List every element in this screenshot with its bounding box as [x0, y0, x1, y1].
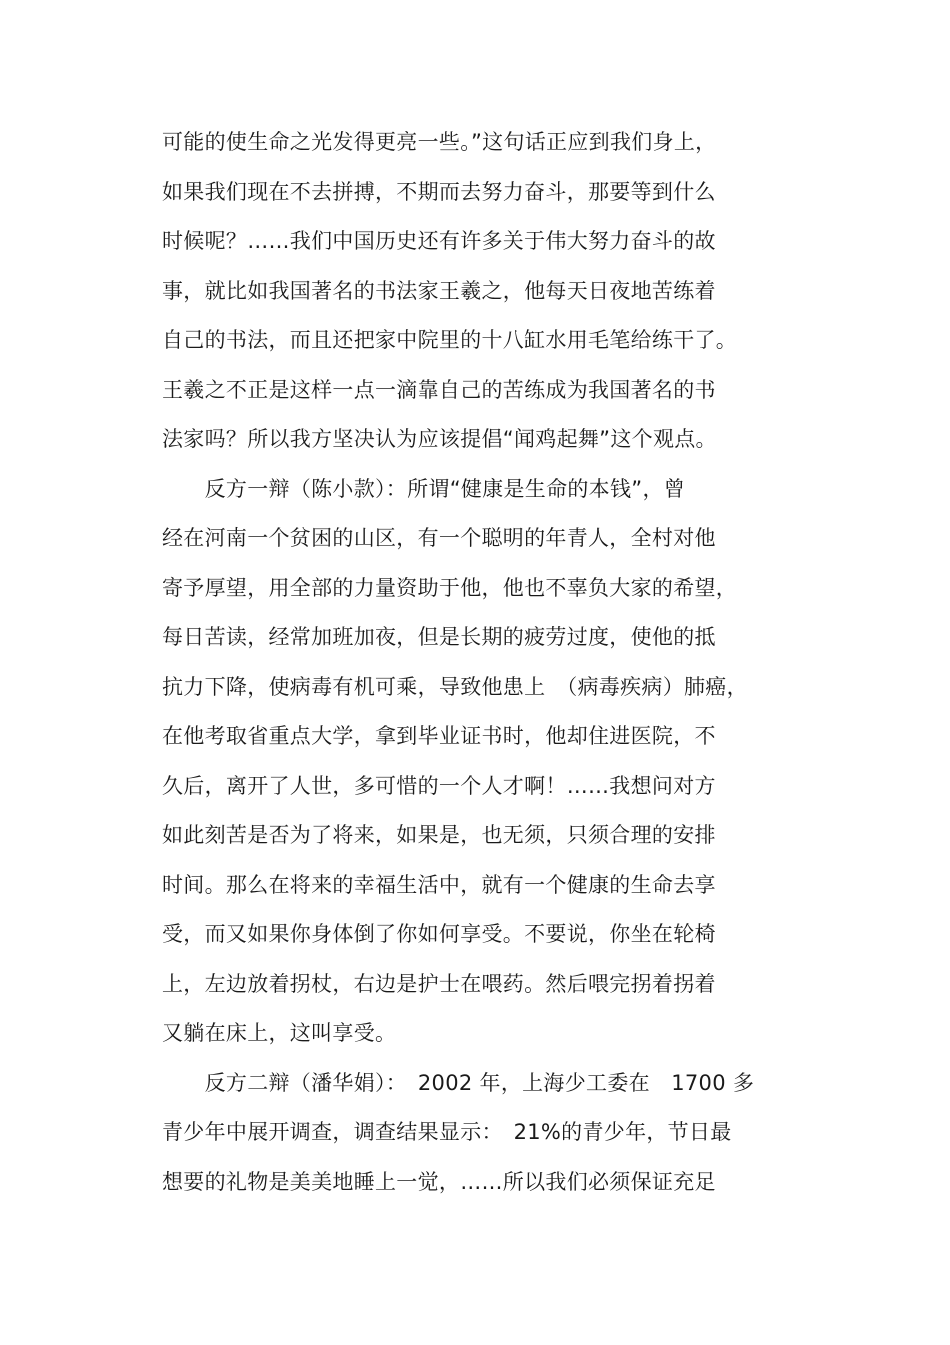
text-line: 想要的礼物是美美地睡上一觉，……所以我们必须保证充足: [162, 1169, 716, 1194]
text-line: 如果我们现在不去拼搏，不期而去努力奋斗，那要等到什么: [162, 179, 716, 204]
text-line: 事，就比如我国著名的书法家王羲之，他每天日夜地苦练着: [162, 278, 716, 303]
text-line: 上，左边放着拐杖，右边是护士在喂药。然后喂完拐着拐着: [162, 971, 716, 996]
text-line: 每日苦读，经常加班加夜，但是长期的疲劳过度，使他的抵: [162, 625, 716, 649]
text-line: 又躺在床上，这叫享受。: [162, 1021, 397, 1045]
text-line: 可能的使生命之光发得更亮一些。”这句话正应到我们身上，: [162, 130, 717, 154]
text-line: 王羲之不正是这样一点一滴靠自己的苦练成为我国著名的书: [162, 377, 716, 402]
text-line: 在他考取省重点大学，拿到毕业证书时，他却住进医院，不: [162, 724, 716, 748]
text-line: 时间。那么在将来的幸福生活中，就有一个健康的生命去享: [162, 872, 716, 897]
text-line: 反方二辩（潘华娟）： 2002 年，上海少工委在 1700 多: [162, 1070, 755, 1095]
text-line: 自己的书法，而且还把家中院里的十八缸水用毛笔给练干了。: [162, 328, 738, 352]
text-line: 如此刻苦是否为了将来，如果是，也无须，只须合理的安排: [162, 823, 716, 847]
text-line: 寄予厚望，用全部的力量资助于他，他也不辜负大家的希望，: [162, 575, 738, 600]
text-line: 时候呢？……我们中国历史还有许多关于伟大努力奋斗的故: [162, 229, 716, 253]
text-line: 受，而又如果你身体倒了你如何享受。不要说，你坐在轮椅: [162, 922, 716, 946]
text-line: 久后，离开了人世，多可惜的一个人才啊！……我想问对方: [162, 773, 716, 798]
document-body: [162, 124, 802, 1213]
text-line: 法家吗？所以我方坚决认为应该提倡“闻鸡起舞”这个观点。: [162, 427, 717, 451]
text-line: 反方一辩（陈小款）：所谓“健康是生命的本钱”，曾: [162, 476, 686, 501]
text-line: 经在河南一个贫困的山区，有一个聪明的年青人，全村对他: [162, 526, 716, 550]
text-line: 青少年中展开调查，调查结果显示： 21%的青少年，节日最: [162, 1120, 732, 1144]
text-line: 抗力下降，使病毒有机可乘，导致他患上 （病毒疾病）肺癌，: [162, 674, 748, 699]
